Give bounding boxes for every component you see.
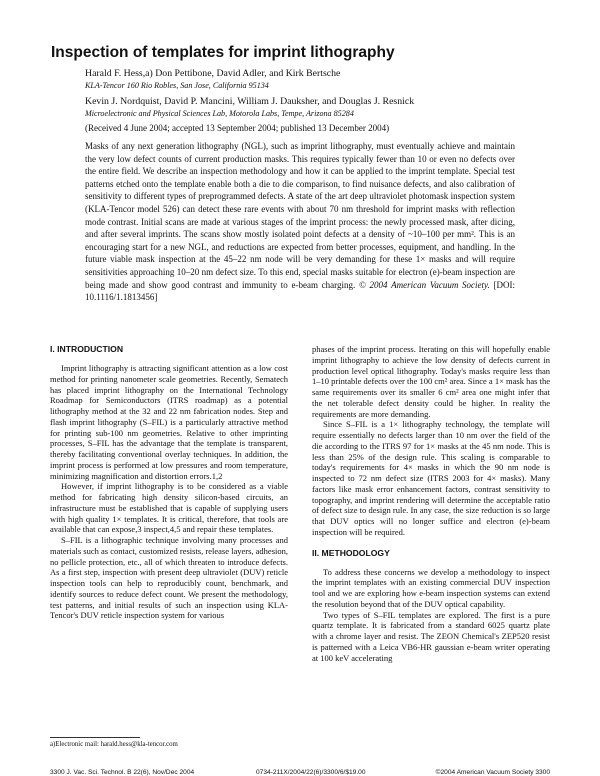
copyright-notice: © 2004 American Vacuum Society.: [359, 279, 490, 290]
paper-title: Inspection of templates for imprint lithography: [51, 44, 395, 61]
methodology-paragraph-2: Two types of S–FIL templates are explored. The first is a pure quartz template. It is fabricated from a standard 6025 quartz plate with a chrome layer and resist. The ZEON Chemical's ZEP520 resist is patterned with a Leica VB6-HR gaussian e-beam writer operating at 100 keV accelerating: [312, 609, 550, 663]
doi-link[interactable]: [DOI: 10.1116/1.1813456]: [85, 279, 516, 303]
intro-paragraph-2: However, if imprint lithography is to be considered as a viable method for fabricating high density silicon-based circuits, an infrastructure must be established that is capable of supplying users with high quality 1× templates. It is critical, therefore, that tools are available that can expose,3 inspect,4,5 and repair these templates.: [50, 481, 288, 535]
left-column: [50, 344, 288, 621]
affiliation-2: Microelectronic and Physical Sciences Lab, Motorola Labs, Tempe, Arizona 85284: [85, 109, 354, 118]
section-heading-introduction: I. INTRODUCTION: [50, 344, 124, 354]
footnote-email: a)Electronic mail: harald.hess@kla-tencor.com: [50, 741, 178, 748]
author-list-1: Harald F. Hess,a) Don Pettibone, David Adler, and Kirk Bertsche: [85, 68, 341, 79]
abstract-text: Masks of any next generation lithography (NGL), such as imprint lithography, must eventually achieve and maintain the very low defect counts of current production masks. This requires typically fewer than 10 or even no defects over the entire field. We describe an inspection methodology and how it can be applied to the imprint template. Special test patterns etched onto the template enable both a die to die comparison, to find nuisance defects, and also calibration of sensitivity to different types of preprogrammed defects. A state of the art deep ultraviolet photomask inspection system (KLA-Tencor model 526) can detect these rare events with about 70 nm threshold for imprint masks with reflection mode contrast. Initial scans are made at various stages of the imprint process: the newly processed mask, after dicing, and after several imprints. The scans show mostly isolated point defects at a density of ~10–100 per mm². This is an encouraging start for a new NGL, and reductions are expected from better processes, equipment, and handling. In the future viable mask inspection at the 45–22 nm node will be very demanding for these 1× masks and will require sensitivities approaching 10–20 nm defect size. To this end, special masks suitable for electron (e)-beam inspection are being made and show good contrast and immunity to e-beam charging.: [85, 141, 515, 290]
author-list-2: Kevin J. Nordquist, David P. Mancini, William J. Dauksher, and Douglas J. Resnick: [85, 96, 415, 107]
footer-journal: 3300 J. Vac. Sci. Technol. B 22(6), Nov/Dec 2004: [50, 769, 195, 776]
received-dates: (Received 4 June 2004; accepted 13 September 2004; published 13 December 2004): [85, 123, 390, 133]
section-heading-methodology: II. METHODOLOGY: [312, 547, 390, 558]
footnote-divider: [50, 737, 140, 738]
footer-issn: 0734-211X/2004/22(6)/3300/6/$19.00: [256, 769, 366, 776]
intro-paragraph-1: Imprint lithography is attracting significant attention as a low cost method for printing nanometer scale geometries. Recently, Sematech has placed imprint lithography on the International Technology Roadmap for Semiconductors (ITRS roadmap) as a potential lithography method at the 32 and 22 nm fabrication nodes. Step and flash imprint lithography (S–FIL) is a particularly attractive method for printing sub-100 nm geometries. Relative to other imprinting processes, S–FIL has the advantage that the template is transparent, thereby facilitating conventional overlay techniques. In addition, the imprint process is performed at low pressures and room temperature, minimizing magnification and distortion errors.1,2: [50, 363, 288, 481]
affiliation-1: KLA-Tencor 160 Rio Robles, San Jose, California 95134: [85, 81, 269, 90]
intro-paragraph-4: Since S–FIL is a 1× lithography technology, the template will require essentially no defects larger than 10 nm over the field of the die according to the ITRS 97 for 1× masks at the 45 nm node. This is less than 25% of the design rule. This scaling is comparable to today's requirements for 4× masks in which the 90 nm node is inspected to 72 nm defect size (ITRS 2003 for 4× masks). Many factors like mask error enhancement factors, contrast sensitivity to topography, and imprint rendering will determine the acceptable ratio of defect size to design rule. In any case, the size reduction is so large that DUV optics will no longer suffice and electron (e)-beam inspection will be required.: [312, 419, 550, 537]
abstract: [85, 140, 515, 304]
intro-paragraph-3: S–FIL is a lithographic technique involving many processes and materials such as contact, customized resists, release layers, adhesion, no pellicle protection, etc., all of which threaten to introduce defects. As a first step, inspection with present deep ultraviolet (DUV) reticle inspection tools can help to reproducibly count, benchmark, and identify sources to reduce defect count. We present the methodology, test patterns, and initial results of such an inspection using KLA-Tencor's DUV reticle inspection system for various: [50, 535, 288, 621]
footer-copyright: ©2004 American Vacuum Society 3300: [435, 769, 550, 776]
intro-paragraph-3-continued: phases of the imprint process. Iterating on this will hopefully enable imprint lithography to achieve the low density of defects current in production level optical lithography. Today's masks require less than 1–10 printable defects over the 100 cm² area. Since a 1× mask has the same requirements over its smaller 6 cm² area one might infer that the net tolerable defect density could be higher. In reality the requirements are more demanding.: [312, 344, 550, 419]
methodology-paragraph-1: To address these concerns we develop a methodology to inspect the imprint templates with an existing commercial DUV inspection tool and we are exploring how e-beam inspection systems can extend the resolution beyond that of the DUV optical capability.: [312, 566, 550, 609]
right-column: [312, 344, 550, 663]
